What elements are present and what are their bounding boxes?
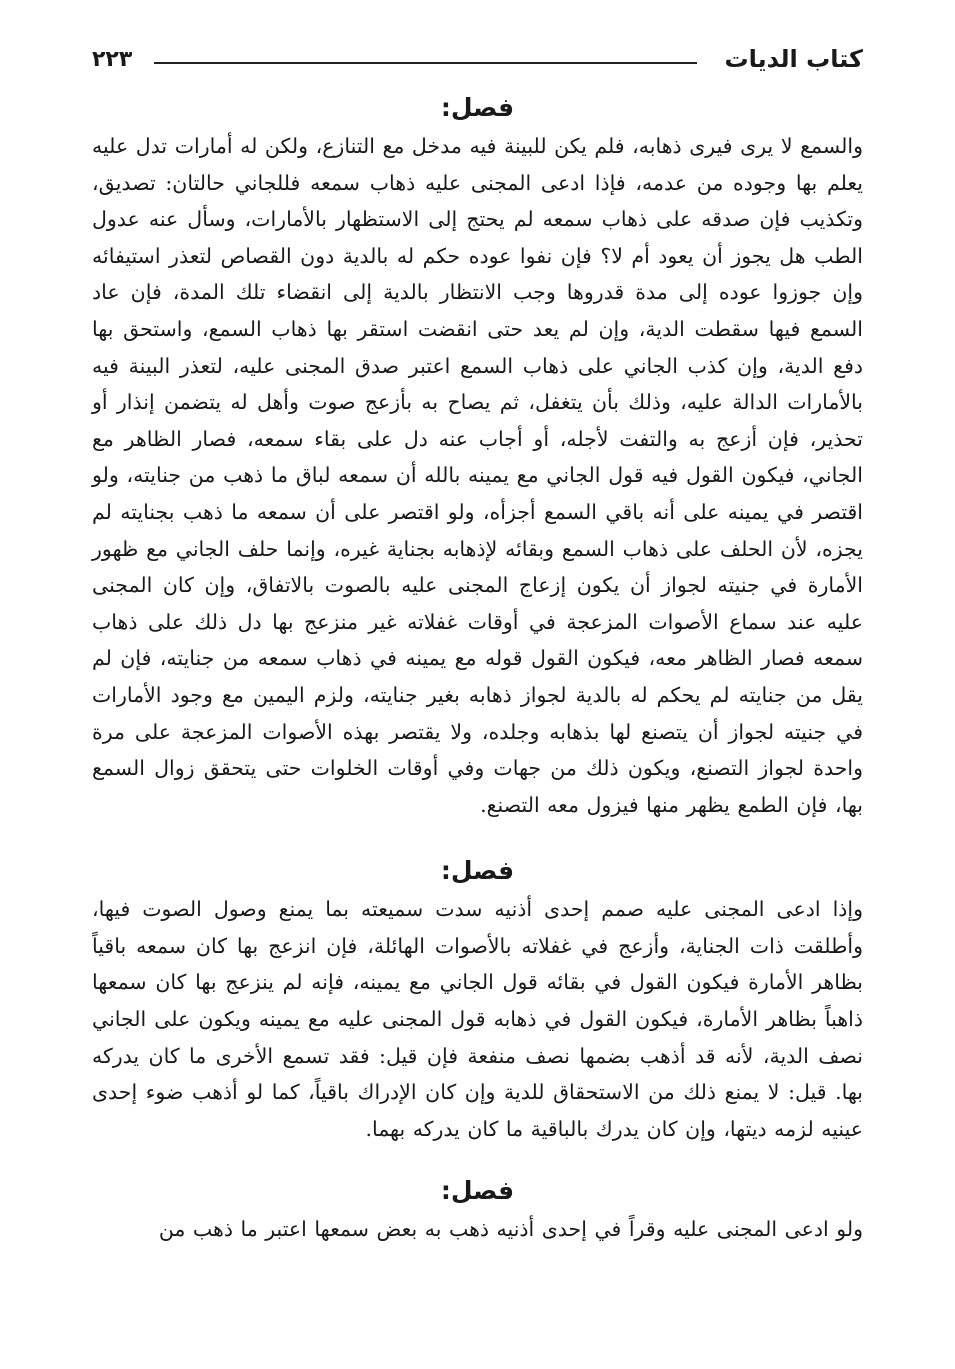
section-heading: فصل: [440, 93, 515, 122]
paragraph: وإذا ادعى المجنى عليه صمم إحدى أذنيه سدت سميعته بما يمنع وصول الصوت فيها، وأطلقت ذات الجناية، وأزعج في غفلاته بالأصوات الهائلة، فإن انزعج بها كان سمعه باقياً بظاهر الأمارة فيكون القول في بقائه قول الجاني مع يمينه، فإنه لم ينزعج بها كان سمعها ذاهباً بظاهر الأمارة، فيكون القول في ذهابه قول المجنى عليه مع يمينه ويكون على الجاني نصف الدية، لأنه قد أذهب بضمها نصف منفعة فإن قيل: فقد تسمع الأخرى ما كان يدركه بها. قيل: لا يمنع ذلك من الاستحقاق للدية وإن كان الإدراك باقياً، كما لو أذهب ضوء إحدى عينيه لزمه ديتها، وإن كان يدرك بالباقية ما كان يدركه بهما. [92, 897, 863, 1141]
running-title: كتاب الديات [724, 45, 863, 73]
paragraph: ولو ادعى المجنى عليه وقراً في إحدى أذنيه ذهب به بعض سمعها اعتبر ما ذهب من [158, 1217, 863, 1242]
paragraph: والسمع لا يرى فيرى ذهابه، فلم يكن للبينة فيه مدخل مع التنازع، ولكن له أمارات تدل عليه يعلم بها وجوده من عدمه، فإذا ادعى المجنى عليه ذهاب سمعه فللجاني حالتان: تصديق، وتكذيب فإن صدقه على ذهاب سمعه لم يحتج إلى الاستظهار بالأمارات، وسأل عنه عدول الطب هل يجوز أن يعود أم لا؟ فإن نفوا عوده حكم له بالدية دون القصاص لتعذر استيفائه وإن جوزوا عوده إلى مدة قدروها وجب الانتظار بالدية إلى انقضاء تلك المدة، فإن عاد السمع فيها سقطت الدية، وإن لم يعد حتى انقضت استقر بها ذهاب السمع، واستحق بها دفع الدية، وإن كذب الجاني على ذهاب السمع اعتبر صدق المجنى عليه، لتعذر البينة فيه بالأمارات الدالة عليه، وذلك بأن يتغفل، ثم يصاح به بأزعج صوت وأهل له يتضمن إنذار أو تحذير، فإن أزعج به والتفت لأجله، أو أجاب عنه دل على بقاء سمعه، فصار الظاهر مع الجاني، فيكون القول فيه قول الجاني مع يمينه بالله أن سمعه لباق ما ذهب من جنايته، ولو اقتصر في يمينه على أنه باقي السمع أجزأه، ولو اقتصر على أن سمعه ما ذهب بجنايته لم يجزه، لأن الحلف على ذهاب السمع وبقائه لإذهابه بجناية غيره، وإنما حلف الجاني مع ظهور الأمارة في جنيته لجواز أن يكون إزعاج المجنى عليه بالصوت بالاتفاق، وإن كان المجنى عليه عند سماع الأصوات المزعجة في أوقات غفلاته غير منزعج بها دل ذلك على ذهاب سمعه فصار الظاهر معه، فيكون القول قوله مع يمينه في ذهاب سمعه من جنايته، فإن لم يقل من جنايته لم يحكم له بالدية لجواز ذهابه بغير جنايته، ولزم اليمين مع وجود الأمارات في جنيته لجواز أن يتصنع لها بذهابه وجلده، ولا يقتصر بهذه الأصوات المزعجة على مرة واحدة لجواز التصنع، ويكون ذلك من جهات وفي أوقات الخلوات حتى يتحقق زوال السمع بها، فإن الطمع يظهر منها فيزول معه التصنع. [92, 134, 863, 817]
section-heading: فصل: [440, 1176, 515, 1206]
header-rule [154, 62, 696, 64]
page-header [92, 38, 863, 80]
page-number: ٢٢٣ [92, 46, 133, 72]
section-hearing-loss [92, 90, 863, 823]
section-heading: فصل: [440, 856, 515, 886]
section-partial-hearing-loss [92, 1173, 863, 1248]
section-one-ear-deafness [92, 853, 863, 1147]
